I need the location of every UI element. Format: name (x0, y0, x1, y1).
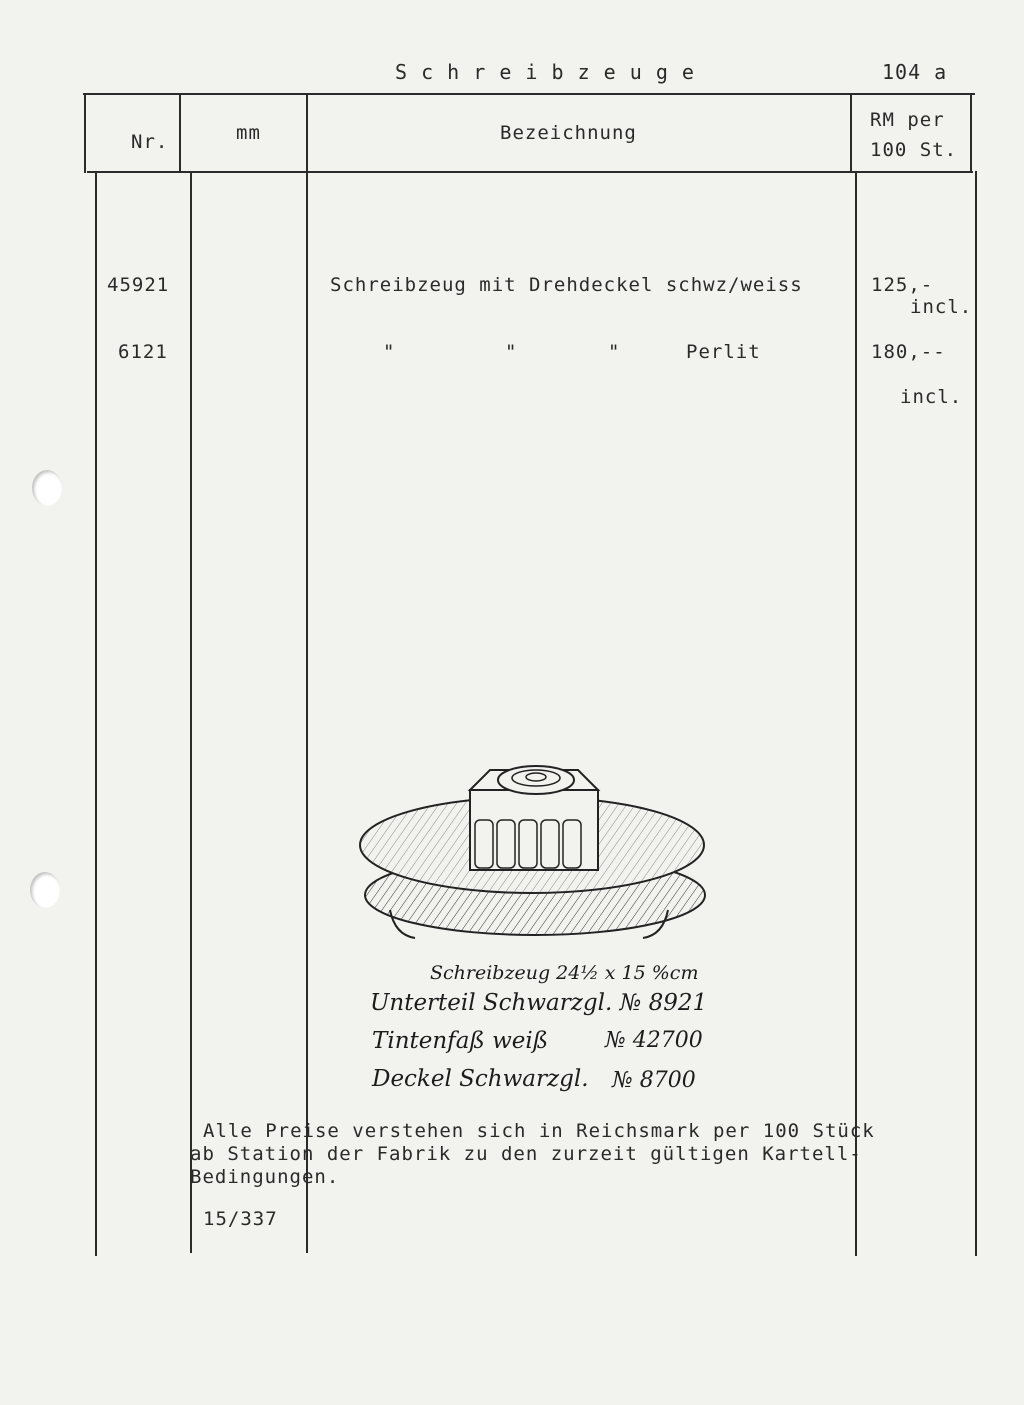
column-header-mm: mm (236, 122, 261, 144)
row-nr: 45921 (107, 274, 170, 296)
page-number: 104 a (882, 60, 948, 84)
column-header-price-line2: 100 St. (870, 139, 958, 161)
row-price-note: incl. (900, 386, 963, 408)
footer-note-line-2: ab Station der Fabrik zu den zurzeit gültigen Kartell- (190, 1143, 862, 1165)
reference-number: 15/337 (203, 1208, 278, 1230)
row-bezeichnung: Schreibzeug mit Drehdeckel schwz/weiss (330, 274, 803, 296)
row-bezeichnung-suffix: Perlit (686, 341, 761, 363)
row-price: 180,-- (871, 341, 946, 363)
punch-hole-top (32, 470, 62, 506)
row-price: 125,- (871, 274, 934, 296)
caption-line-1: Schreibzeug 24½ x 15 %cm (430, 962, 699, 984)
inkstand-illustration (350, 760, 720, 960)
footer-note-line-3: Bedingungen. (190, 1166, 340, 1188)
caption-line-4-right: № 8700 (612, 1068, 696, 1093)
punch-hole-bottom (30, 872, 60, 908)
row-price-note: incl. (910, 296, 973, 318)
column-header-nr: Nr. (131, 131, 169, 153)
caption-line-4-left: Deckel Schwarzgl. (372, 1066, 589, 1092)
caption-line-3-right: № 42700 (605, 1028, 703, 1053)
ditto-mark: " (505, 341, 518, 363)
footer-note-line-1: Alle Preise verstehen sich in Reichsmark per 100 Stück (203, 1120, 875, 1142)
caption-line-2: Unterteil Schwarzgl. № 8921 (370, 990, 708, 1016)
ditto-mark: " (383, 341, 396, 363)
row-nr: 6121 (118, 341, 168, 363)
page-title: S c h r e i b z e u g e (395, 60, 695, 84)
column-header-price-line1: RM per (870, 109, 945, 131)
caption-line-3-left: Tintenfaß weiß (372, 1028, 549, 1054)
ditto-mark: " (608, 341, 621, 363)
column-header-bezeichnung: Bezeichnung (500, 122, 637, 144)
